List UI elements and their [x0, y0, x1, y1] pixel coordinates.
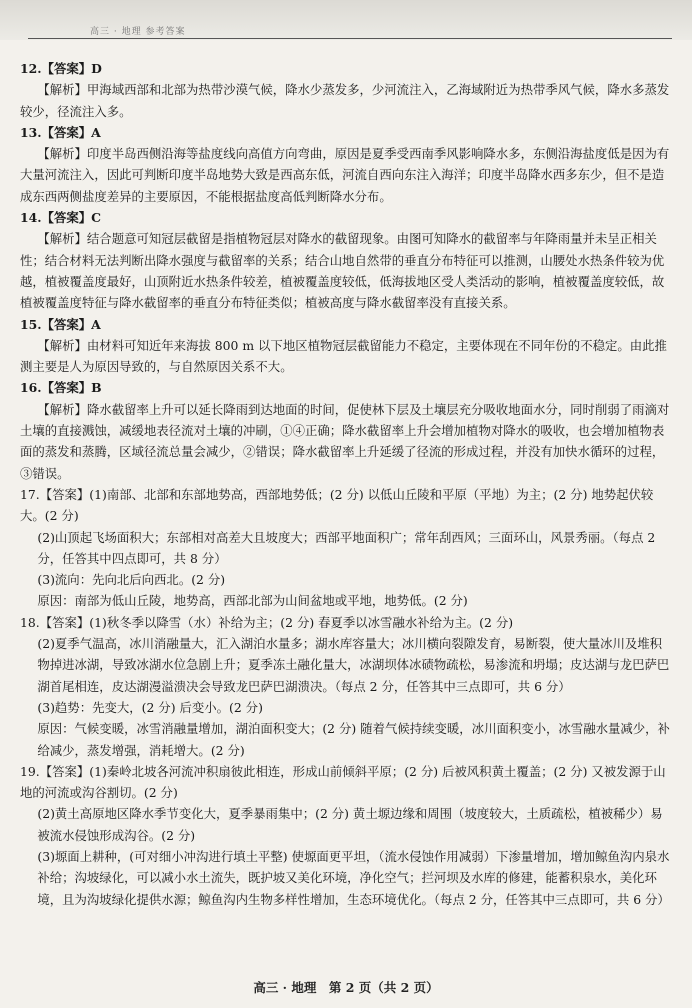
question-13 [20, 122, 672, 207]
answers-content [20, 58, 672, 910]
question-18 [20, 612, 672, 761]
q18-line-3: (3)趋势：先变大，(2 分) 后变小。(2 分) [37, 699, 263, 715]
q14-answer: 14.【答案】C [20, 210, 101, 226]
q12-answer: 12.【答案】D [20, 61, 102, 76]
q19-line-1: 19.【答案】(1)秦岭北坡各河流冲积扇彼此相连，形成山前倾斜平原；(2 分) 后被风积黄土覆盖；(2 分) 又被发源于山地的河流或沟谷割切。(2 分) [20, 763, 666, 801]
q19-line-2: (2)黄土高原地区降水季节变化大，夏季暴雨集中；(2 分) 黄土塬边缘和周围（坡度较大，土质疏松，植被稀少）易被流水侵蚀形成沟谷。(2 分) [37, 806, 663, 843]
question-15 [20, 314, 672, 378]
question-17 [20, 484, 672, 612]
q13-answer: 13.【答案】A [20, 124, 101, 140]
q18-line-2: (2)夏季气温高，冰川消融量大，汇入湖泊水量多；湖水库容量大；冰川横向裂隙发育，易断裂，使大量冰川及堆积物掉进冰湖，导致冰湖水位急剧上升；夏季冻土融化量大，冰湖坝体冰碛物疏松，易渗流和坍塌；皮达湖与龙巴萨巴湖首尾相连，皮达湖漫溢溃决会导致龙巴萨巴湖溃决。（每点 2 分，任答其中三点即可，共 6 分） [37, 636, 670, 694]
q17-line-3: (3)流向：先向北后向西北。(2 分) [37, 572, 226, 588]
question-14 [20, 207, 672, 313]
page-header [0, 0, 692, 40]
q16-answer: 16.【答案】B [20, 380, 102, 396]
q17-line-4: 原因：南部为低山丘陵，地势高，西部北部为山间盆地或平地，地势低。(2 分) [37, 593, 468, 609]
question-19 [20, 761, 672, 910]
q14-analysis: 【解析】结合题意可知冠层截留是指植物冠层对降水的截留现象。由图可知降水的截留率与年降雨量并未呈正相关性；结合材料无法判断出降水强度与截留率的关系；结合山地自然带的垂直分布特征可以推测，山腰处水热条件较为优越，植被覆盖度最好，山顶附近水热条件较差，植被覆盖度较低，低海拔地区受人类活动的影响，植被覆盖度较低，故植被覆盖度特征与降水截留率的垂直分布特征类似；植被高度与降水截留率没有直接关系。 [20, 231, 665, 311]
q16-analysis: 【解析】降水截留率上升可以延长降雨到达地面的时间，促使林下层及土壤层充分吸收地面水分，同时削弱了雨滴对土壤的直接溅蚀，减缓地表径流对土壤的冲刷，①④正确；降水截留率上升会增加植物对降水的吸收，也会增加植物表面的蒸发和蒸腾，区域径流总量会减少，②错误；降水截留率上升延缓了径流的形成过程，并没有加快水循环的过程，③错误。 [20, 401, 670, 481]
question-12 [20, 58, 672, 122]
q13-analysis: 【解析】印度半岛西侧沿海等盐度线向高值方向弯曲，原因是夏季受西南季风影响降水多，东侧沿海盐度低是因为有大量河流注入，因此可判断印度半岛地势大致是西高东低，河流自西向东注入海洋；印度半岛降水西多东少，但不是造成东西两侧盐度差异的主要原因，不能根据盐度高低判断降水分布。 [20, 146, 670, 204]
q19-line-3: (3)塬面上耕种，(可对细小冲沟进行填土平整) 使塬面更平坦，（流水侵蚀作用减弱）下渗量增加，增加鲸鱼沟内泉水补给；沟坡绿化，可以减小水土流失，既护坡又美化环境，净化空气；拦河坝及水库的修建，能蓄积泉水，美化环境，且为沟坡绿化提供水源；鲸鱼沟内生物多样性增加，生态环境优化。（每点 2 分，任答其中三点即可，共 6 分） [37, 848, 670, 907]
q15-answer: 15.【答案】A [20, 316, 101, 332]
q18-line-4: 原因：气候变暖，冰雪消融量增加，湖泊面积变大；(2 分) 随着气候持续变暖，冰川面积变小，冰雪融水量减少，补给减少，蒸发增强，消耗增大。(2 分) [37, 721, 670, 758]
q17-line-1: 17.【答案】(1)南部、北部和东部地势高，西部地势低；(2 分) 以低山丘陵和平原（平地）为主；(2 分) 地势起伏较大。(2 分) [20, 486, 654, 524]
q15-analysis: 【解析】由材料可知近年来海拔 800 m 以下地区植物冠层截留能力不稳定，主要体现在不同年份的不稳定。由此推测主要是人为原因导致的，与自然原因关系不大。 [20, 337, 667, 375]
header-rule [28, 38, 672, 39]
question-16 [20, 377, 672, 483]
page-footer: 高三 · 地理 第 2 页（共 2 页） [253, 980, 439, 995]
header-text: 高三 · 地理 参考答案 [90, 27, 186, 37]
q12-analysis: 【解析】甲海域西部和北部为热带沙漠气候，降水少蒸发多，少河流注入，乙海域附近为热带季风气候，降水多蒸发较少，径流注入多。 [20, 82, 670, 119]
q17-line-2: (2)山顶起飞场面积大；东部相对高差大且坡度大；西部平地面积广；常年刮西风；三面环山，风景秀丽。（每点 2 分，任答其中四点即可，共 8 分） [37, 529, 656, 566]
q18-line-1: 18.【答案】(1)秋冬季以降雪（水）补给为主；(2 分) 春夏季以冰雪融水补给为主。(2 分) [20, 614, 514, 630]
